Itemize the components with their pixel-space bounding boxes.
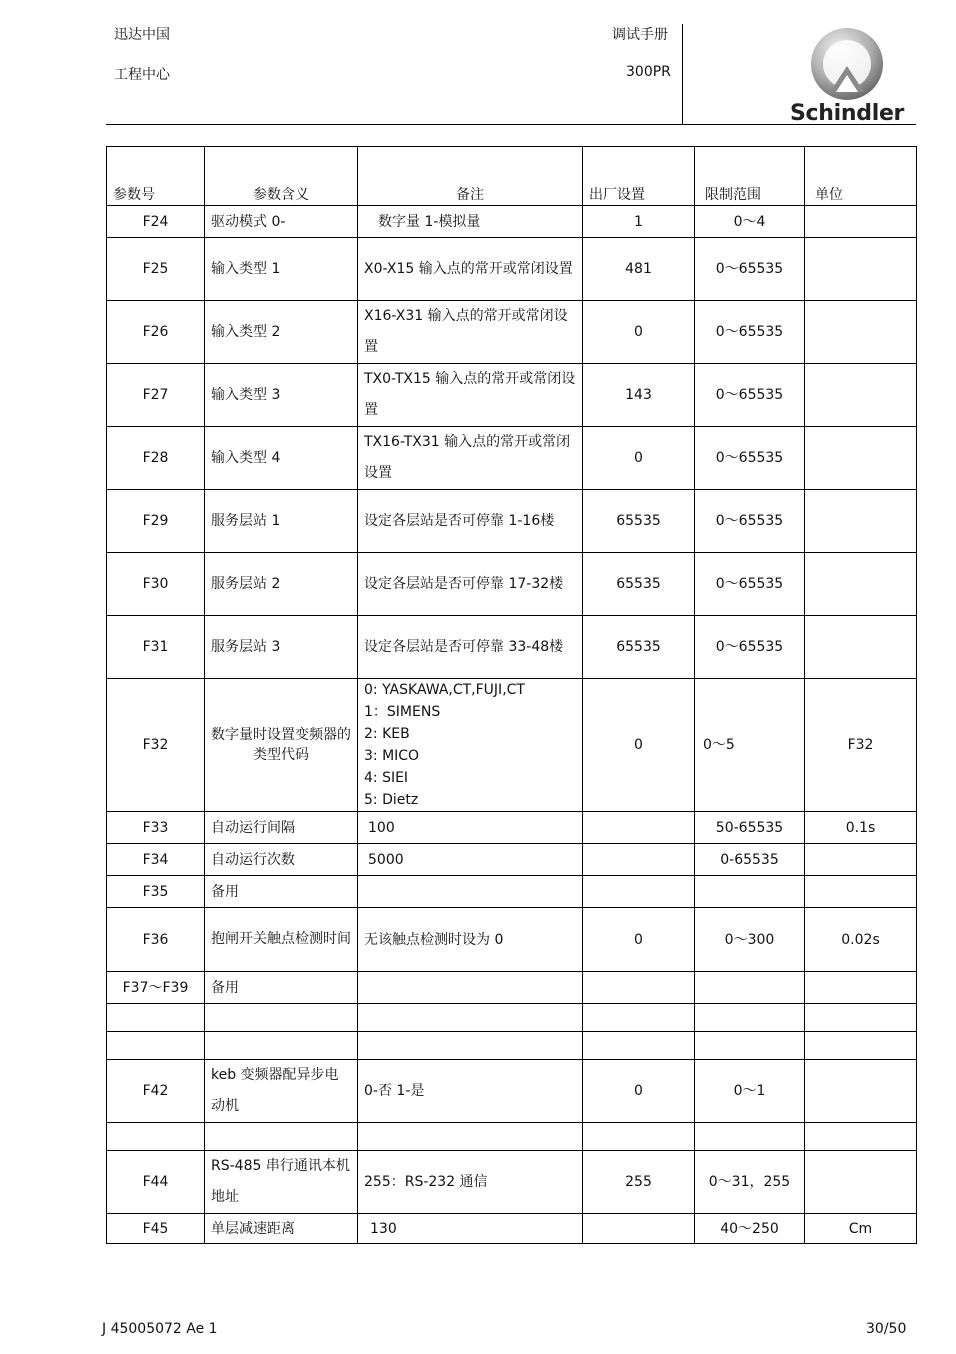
- param-meaning: 数字量时设置变频器的类型代码: [205, 679, 358, 812]
- note-line: 2: KEB: [364, 726, 410, 742]
- param-range: 0～65535: [695, 364, 805, 427]
- param-meaning: 驱动模式 0-: [205, 206, 358, 238]
- param-num: F29: [107, 490, 205, 553]
- param-range: 0～5: [695, 679, 805, 812]
- param-range: [695, 876, 805, 908]
- param-note: X0-X15 输入点的常开或常闭设置: [358, 238, 583, 301]
- note-line: 0: YASKAWA,CT,FUJI,CT: [364, 682, 525, 698]
- company-name: 迅达中国: [114, 27, 170, 43]
- param-meaning: 自动运行次数: [205, 844, 358, 876]
- param-note: 255：RS-232 通信: [358, 1151, 583, 1214]
- param-range: 0-65535: [695, 844, 805, 876]
- table-row: [107, 616, 917, 679]
- param-num: F30: [107, 553, 205, 616]
- param-note: 130: [358, 1214, 583, 1244]
- col-header-note: 备注: [358, 147, 583, 206]
- param-factory: [583, 972, 695, 1004]
- param-factory: 0: [583, 1060, 695, 1123]
- page-number: 30/50: [866, 1321, 907, 1337]
- param-note: 5000: [358, 844, 583, 876]
- param-note: 设定各层站是否可停靠 17-32楼: [358, 553, 583, 616]
- param-unit: [805, 238, 917, 301]
- param-factory: 65535: [583, 616, 695, 679]
- param-factory: 143: [583, 364, 695, 427]
- param-note: [358, 876, 583, 908]
- param-unit: [805, 876, 917, 908]
- param-meaning: 输入类型 2: [205, 301, 358, 364]
- col-header-range: 限制范围: [695, 147, 805, 206]
- param-unit: [805, 1060, 917, 1123]
- param-range: 0～300: [695, 908, 805, 972]
- param-num: F37～F39: [107, 972, 205, 1004]
- param-unit: [805, 301, 917, 364]
- table-row: [107, 1214, 917, 1244]
- table-row: [107, 1151, 917, 1214]
- param-num: F42: [107, 1060, 205, 1123]
- table-row: [107, 812, 917, 844]
- param-meaning: 抱闸开关触点检测时间: [205, 908, 358, 972]
- param-range: 40～250: [695, 1214, 805, 1244]
- param-num: F27: [107, 364, 205, 427]
- param-unit: [805, 364, 917, 427]
- param-unit: [805, 427, 917, 490]
- param-num: F25: [107, 238, 205, 301]
- param-note: [358, 972, 583, 1004]
- param-num: F34: [107, 844, 205, 876]
- department-name: 工程中心: [114, 67, 170, 83]
- param-unit: Cm: [805, 1214, 917, 1244]
- param-factory: 65535: [583, 553, 695, 616]
- param-num: F35: [107, 876, 205, 908]
- table-row: [107, 364, 917, 427]
- param-range: 0～65535: [695, 301, 805, 364]
- param-num: F31: [107, 616, 205, 679]
- param-meaning: 备用: [205, 876, 358, 908]
- param-meaning: 单层减速距离: [205, 1214, 358, 1244]
- table-row: [107, 553, 917, 616]
- param-note: 无该触点检测时设为 0: [358, 908, 583, 972]
- table-row-empty: [107, 1032, 917, 1060]
- param-unit: [805, 844, 917, 876]
- param-unit: F32: [805, 679, 917, 812]
- col-header-meaning: 参数含义: [205, 147, 358, 206]
- note-line: 3: MICO: [364, 748, 420, 764]
- param-range: 0～4: [695, 206, 805, 238]
- param-meaning: 输入类型 4: [205, 427, 358, 490]
- table-row: [107, 1060, 917, 1123]
- param-factory: [583, 1214, 695, 1244]
- param-num: F45: [107, 1214, 205, 1244]
- table-row: [107, 876, 917, 908]
- param-factory: [583, 812, 695, 844]
- table-row-empty: [107, 1004, 917, 1032]
- table-row: [107, 427, 917, 490]
- param-note: TX0-TX15 输入点的常开或常闭设置: [358, 364, 583, 427]
- param-note: 0-否 1-是: [358, 1060, 583, 1123]
- param-range: 0～65535: [695, 427, 805, 490]
- doc-type: 调试手册: [612, 27, 668, 43]
- param-unit: [805, 972, 917, 1004]
- param-range: 0～65535: [695, 490, 805, 553]
- param-meaning: keb 变频器配异步电动机: [205, 1060, 358, 1123]
- note-line: 4: SIEI: [364, 770, 409, 786]
- param-meaning: 服务层站 1: [205, 490, 358, 553]
- param-meaning: 输入类型 1: [205, 238, 358, 301]
- param-num: F26: [107, 301, 205, 364]
- param-num: F32: [107, 679, 205, 812]
- note-line: 1：SIMENS: [364, 704, 441, 720]
- table-row: [107, 908, 917, 972]
- param-num: F44: [107, 1151, 205, 1214]
- schindler-logo: [790, 26, 910, 128]
- param-meaning: 自动运行间隔: [205, 812, 358, 844]
- param-num: F28: [107, 427, 205, 490]
- param-range: 0～65535: [695, 616, 805, 679]
- param-range: 0～31，255: [695, 1151, 805, 1214]
- param-note-list: [358, 679, 583, 812]
- table-row: [107, 301, 917, 364]
- param-factory: [583, 876, 695, 908]
- param-note: 100: [358, 812, 583, 844]
- param-meaning: 备用: [205, 972, 358, 1004]
- model-number: 300PR: [626, 64, 671, 80]
- table-row: [107, 679, 917, 812]
- param-factory: [583, 844, 695, 876]
- table-row: [107, 972, 917, 1004]
- param-note: TX16-TX31 输入点的常开或常闭设置: [358, 427, 583, 490]
- param-range: 0～65535: [695, 553, 805, 616]
- param-unit: 0.02s: [805, 908, 917, 972]
- table-header-row: [107, 147, 917, 206]
- param-meaning: 输入类型 3: [205, 364, 358, 427]
- logo-emblem-icon: [790, 26, 910, 102]
- table-row-empty: [107, 1123, 917, 1151]
- param-unit: [805, 553, 917, 616]
- param-factory: 481: [583, 238, 695, 301]
- param-unit: [805, 490, 917, 553]
- param-num: F24: [107, 206, 205, 238]
- col-header-num: 参数号: [107, 147, 205, 206]
- param-note: 设定各层站是否可停靠 1-16楼: [358, 490, 583, 553]
- table-row: [107, 490, 917, 553]
- table-row: [107, 206, 917, 238]
- param-factory: 1: [583, 206, 695, 238]
- parameter-table: [106, 146, 917, 1244]
- param-range: 0～1: [695, 1060, 805, 1123]
- param-range: 0～65535: [695, 238, 805, 301]
- table-row: [107, 238, 917, 301]
- param-factory: 255: [583, 1151, 695, 1214]
- header-divider: [682, 24, 683, 124]
- param-num: F36: [107, 908, 205, 972]
- param-meaning: RS-485 串行通讯本机地址: [205, 1151, 358, 1214]
- param-factory: 65535: [583, 490, 695, 553]
- col-header-unit: 单位: [805, 147, 917, 206]
- param-unit: [805, 206, 917, 238]
- param-note: X16-X31 输入点的常开或常闭设置: [358, 301, 583, 364]
- param-factory: 0: [583, 427, 695, 490]
- param-unit: [805, 1151, 917, 1214]
- param-factory: 0: [583, 679, 695, 812]
- param-unit: 0.1s: [805, 812, 917, 844]
- param-meaning: 服务层站 2: [205, 553, 358, 616]
- col-header-factory: 出厂设置: [583, 147, 695, 206]
- doc-id: J 45005072 Ae 1: [102, 1321, 218, 1337]
- table-row: [107, 844, 917, 876]
- note-line: 5: Dietz: [364, 792, 419, 808]
- logo-wordmark: Schindler: [790, 101, 905, 126]
- param-factory: 0: [583, 908, 695, 972]
- param-range: 50-65535: [695, 812, 805, 844]
- param-num: F33: [107, 812, 205, 844]
- param-meaning: 服务层站 3: [205, 616, 358, 679]
- param-note: 数字量 1-模拟量: [358, 206, 583, 238]
- param-factory: 0: [583, 301, 695, 364]
- param-range: [695, 972, 805, 1004]
- param-unit: [805, 616, 917, 679]
- param-note: 设定各层站是否可停靠 33-48楼: [358, 616, 583, 679]
